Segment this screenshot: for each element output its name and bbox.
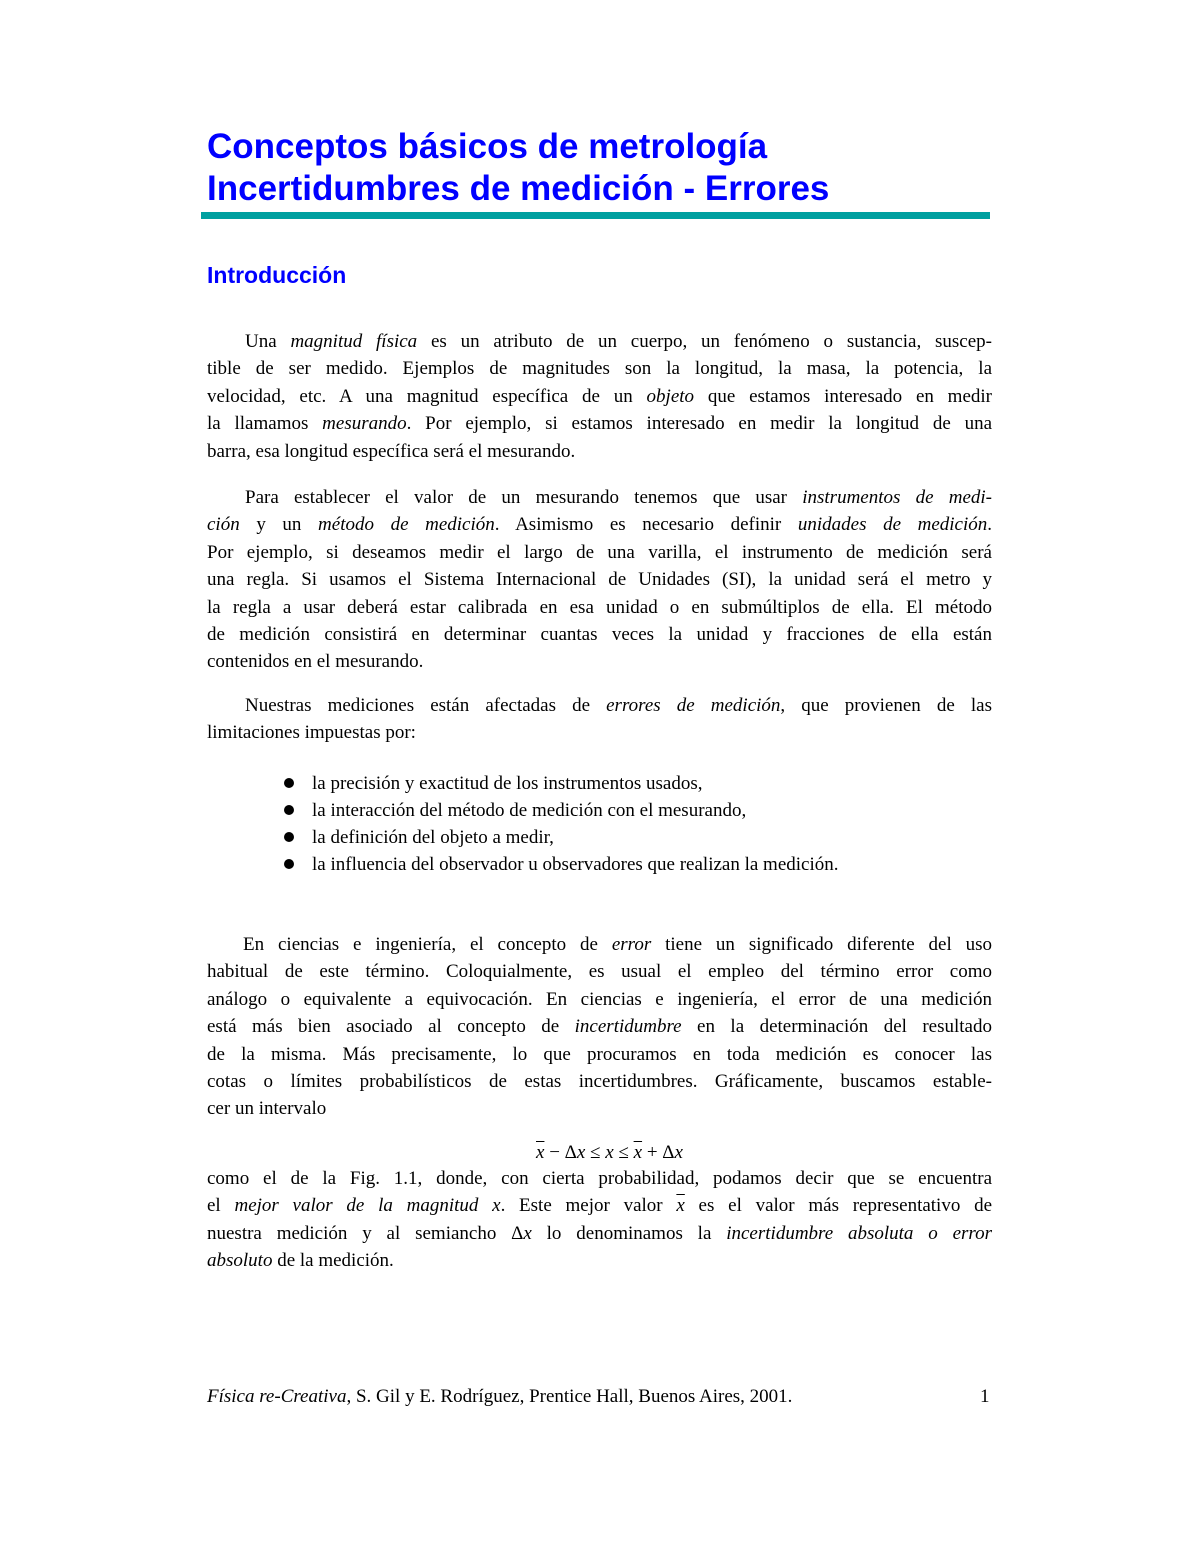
text-span: Nuestras mediciones están afectadas de	[245, 695, 607, 716]
text-line: análogo o equivalente a equivocación. En ciencias e ingeniería, el error de una medición	[207, 988, 992, 1010]
italic-term: ción	[207, 514, 240, 536]
x-bar-symbol: $\overline{x}$	[536, 1142, 545, 1163]
list-item	[284, 770, 839, 797]
italic-term: método de medición	[318, 514, 495, 536]
title-underline-rule	[201, 212, 990, 219]
paragraph-mejor-valor	[207, 1165, 992, 1275]
text-span: es el valor más representativo de	[684, 1195, 993, 1217]
text-line	[207, 1247, 992, 1274]
text-line	[207, 511, 992, 538]
math-variable: x	[576, 1142, 586, 1163]
text-line	[207, 484, 992, 511]
list-item-text: la influencia del observador u observadores que realizan la medición.	[312, 854, 839, 875]
bullet-icon	[284, 859, 294, 869]
italic-term: errores de medición	[606, 695, 781, 716]
italic-term: unidades de medición	[797, 514, 988, 536]
bullet-icon	[284, 778, 294, 788]
text-span: el	[207, 1195, 235, 1217]
text-line: limitaciones impuestas por:	[207, 722, 416, 744]
italic-term: objeto	[646, 385, 695, 407]
math-variable: x	[523, 1222, 532, 1244]
text-line: una regla. Si usamos el Sistema Internacional de Unidades (SI), la unidad será el metro y	[207, 569, 992, 591]
italic-term: mesurando	[322, 413, 407, 435]
text-span: lo denominamos la	[531, 1222, 727, 1244]
x-bar-symbol: $\overline{x}$	[676, 1195, 685, 1217]
bullet-icon	[284, 832, 294, 842]
text-span: En ciencias e ingeniería, el concepto de	[243, 934, 612, 955]
text-span: en la determinación del resultado	[681, 1016, 992, 1038]
italic-term: error	[611, 934, 652, 955]
paragraph-magnitud-fisica	[207, 328, 992, 465]
text-span: y un	[239, 514, 319, 536]
text-span: . Asimismo es necesario definir	[494, 514, 798, 536]
text-line: de medición consistirá en determinar cuantas veces la unidad y fracciones de ella están	[207, 624, 992, 646]
list-item-text: la precisión y exactitud de los instrumentos usados,	[312, 773, 703, 794]
text-line: cotas o límites probabilísticos de estas incertidumbres. Gráficamente, buscamos estable-	[207, 1071, 992, 1093]
x-bar-symbol: $\overline{x}$	[633, 1142, 643, 1163]
math-operator: ≤	[613, 1142, 634, 1163]
page-number: 1	[980, 1386, 990, 1407]
limitations-list	[284, 770, 839, 878]
math-operator: ≤	[585, 1142, 606, 1163]
italic-term: absoluto	[207, 1250, 273, 1272]
text-line: habitual de este término. Coloquialmente, es usual el empleo del término error como	[207, 961, 992, 983]
text-line: barra, esa longitud específica será el mesurando.	[207, 440, 576, 462]
text-line	[207, 1013, 992, 1040]
text-span: Una	[245, 331, 291, 352]
text-line	[207, 383, 992, 410]
text-line	[207, 410, 992, 437]
italic-term: magnitud física	[290, 331, 418, 352]
list-item	[284, 851, 839, 878]
text-line: tible de ser medido. Ejemplos de magnitudes son la longitud, la masa, la potencia, la	[207, 358, 992, 380]
text-span: . Este mejor valor	[500, 1195, 677, 1217]
section-heading-introduccion: Introducción	[207, 262, 347, 288]
text-span: Para establecer el valor de un mesurando tenemos que usar	[245, 487, 803, 508]
italic-term: incertidumbre absoluta o error	[726, 1222, 992, 1244]
text-span: . Por ejemplo, si estamos interesado en medir la longitud de una	[406, 413, 992, 435]
text-line	[207, 692, 992, 719]
title-line-1: Conceptos básicos de metrología	[207, 127, 768, 166]
text-line: contenidos en el mesurando.	[207, 651, 424, 673]
text-span: .	[987, 514, 993, 536]
text-line: la regla a usar deberá estar calibrada en esa unidad o en submúltiplos de ella. El método	[207, 596, 992, 618]
text-line: como el de la Fig. 1.1, donde, con cierta probabilidad, podamos decir que se encuentra	[207, 1168, 992, 1189]
list-item-text: la interacción del método de medición con el mesurando,	[312, 800, 747, 821]
math-operator: + Δ	[642, 1142, 675, 1163]
text-line	[207, 931, 992, 958]
list-item	[284, 824, 839, 851]
list-item-text: la definición del objeto a medir,	[312, 827, 554, 848]
text-span: , que provienen de las	[780, 695, 992, 716]
page-footer-citation	[207, 1385, 792, 1409]
italic-term: mejor valor de la magnitud x	[234, 1195, 501, 1217]
text-line: cer un intervalo	[207, 1098, 327, 1120]
text-line	[207, 1220, 992, 1247]
paragraph-errores	[207, 692, 992, 747]
text-line	[207, 328, 992, 355]
math-operator: − Δ	[544, 1142, 577, 1163]
text-line: de la misma. Más precisamente, lo que procuramos en toda medición es conocer las	[207, 1043, 992, 1065]
text-line	[207, 1192, 992, 1219]
citation-text: , S. Gil y E. Rodríguez, Prentice Hall, Buenos Aires, 2001.	[346, 1386, 793, 1407]
text-span: es un atributo de un cuerpo, un fenómeno o sustancia, suscep-	[417, 331, 992, 352]
title-line-2: Incertidumbres de medición - Errores	[207, 169, 830, 208]
text-span: de la medición.	[272, 1250, 394, 1272]
text-span: está más bien asociado al concepto de	[207, 1016, 575, 1038]
paragraph-instrumentos	[207, 484, 992, 676]
book-title: Física re-Creativa	[207, 1386, 347, 1407]
text-span: tiene un significado diferente del uso	[651, 934, 992, 955]
italic-term: incertidumbre	[574, 1016, 682, 1038]
bullet-icon	[284, 805, 294, 815]
list-item	[284, 797, 839, 824]
italic-term: instrumentos de medi-	[802, 487, 992, 508]
math-variable: x	[605, 1142, 614, 1163]
text-line: Por ejemplo, si deseamos medir el largo de una varilla, el instrumento de medición será	[207, 541, 992, 563]
text-span: nuestra medición y al semiancho Δ	[207, 1222, 524, 1244]
interval-equation	[536, 1141, 683, 1165]
text-span: que estamos interesado en medir	[694, 385, 992, 407]
math-variable: x	[674, 1142, 683, 1163]
paragraph-error-concepto	[207, 931, 992, 1123]
document-title	[207, 126, 829, 210]
text-span: velocidad, etc. A una magnitud específica de un	[207, 385, 647, 407]
text-span: la llamamos	[207, 413, 323, 435]
